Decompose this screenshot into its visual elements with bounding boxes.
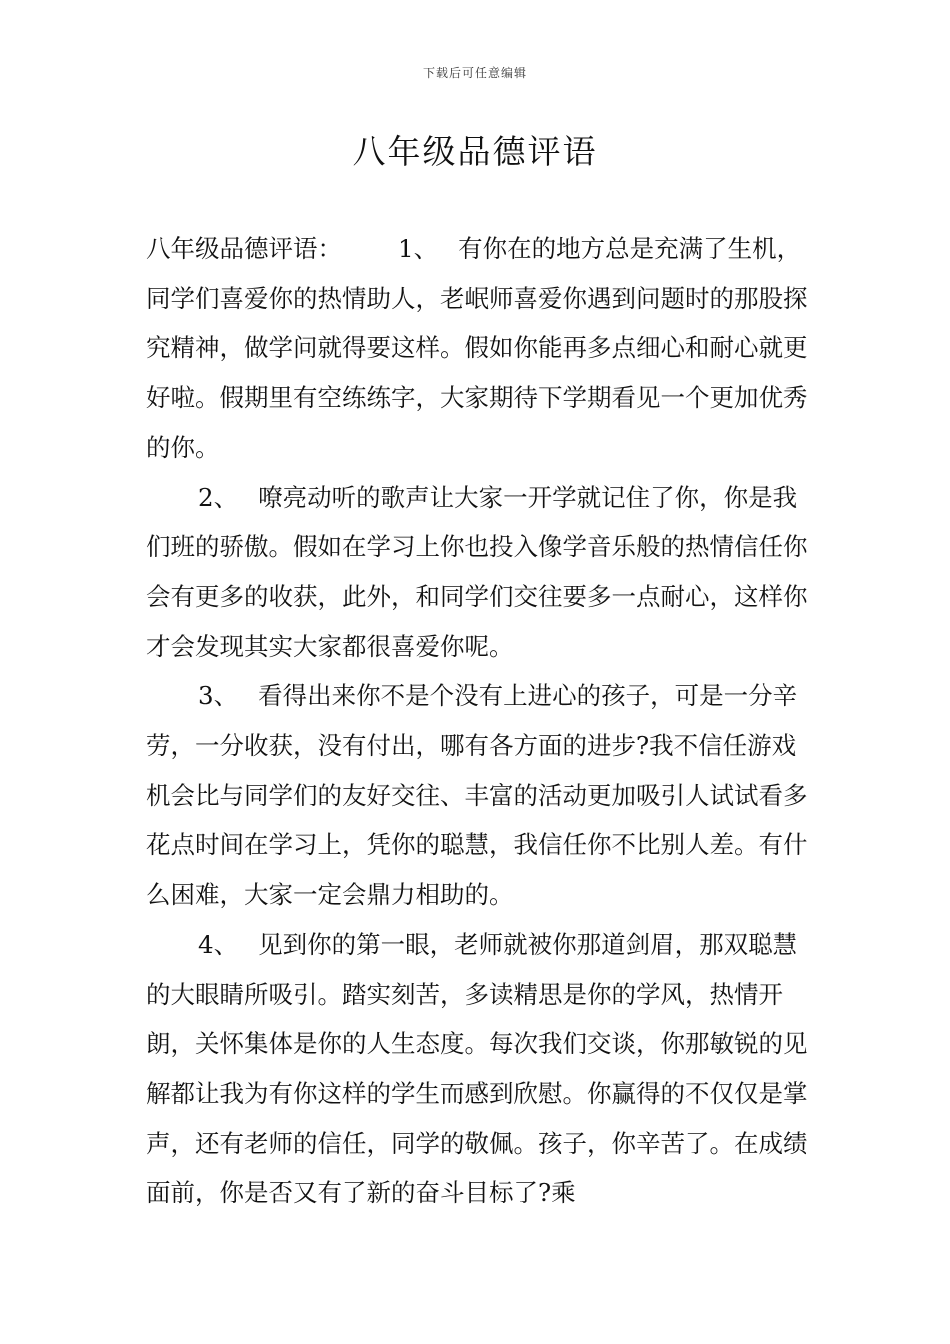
paragraph-3 (146, 671, 814, 920)
paragraph-number: 4、 (198, 929, 239, 959)
paragraph-number: 1、 (398, 234, 439, 263)
document-body (146, 224, 814, 1218)
page-title: 八年级品德评语 (352, 132, 598, 171)
paragraph-4 (146, 920, 814, 1218)
paragraph-text: 见到你的第一眼，老师就被你那道剑眉，那双聪慧的大眼睛所吸引。踏实刻苦，多读精思是你的学风，热情开朗，关怀集体是你的人生态度。每次我们交谈，你那敏锐的见解都让我为有你这样的学生而感到欣慰。你赢得的不仅仅是掌声，还有老师的信任，同学的敬佩。孩子，你辛苦了。在成绩面前，你是否又有了新的奋斗目标了?乘 (146, 929, 808, 1208)
paragraph-text: 有你在的地方总是充满了生机，同学们喜爱你的热情助人，老岷师喜爱你遇到问题时的那股探究精神，做学问就得要这样。假如你能再多点细心和耐心就更好啦。假期里有空练练字，大家期待下学期看见一个更加优秀的你。 (146, 234, 808, 462)
paragraph-1 (146, 224, 814, 473)
paragraph-text: 看得出来你不是个没有上进心的孩子，可是一分辛劳，一分收获，没有付出，哪有各方面的进步?我不信任游戏机会比与同学们的友好交往、丰富的活动更加吸引人试试看多花点时间在学习上，凭你的聪慧，我信任你不比别人差。有什么困难，大家一定会鼎力相助的。 (146, 681, 808, 910)
paragraph-2 (146, 473, 814, 672)
paragraph-text: 嘹亮动听的歌声让大家一开学就记住了你，你是我们班的骄傲。假如在学习上你也投入像学音乐般的热情信任你会有更多的收获，此外，和同学们交往要多一点耐心，这样你才会发现其实大家都很喜爱你呢。 (146, 482, 808, 661)
paragraph-lead: 八年级品德评语： (146, 234, 342, 263)
paragraph-number: 2、 (198, 482, 239, 512)
header-note: 下载后可任意编辑 (422, 66, 527, 80)
paragraph-number: 3、 (198, 681, 239, 711)
